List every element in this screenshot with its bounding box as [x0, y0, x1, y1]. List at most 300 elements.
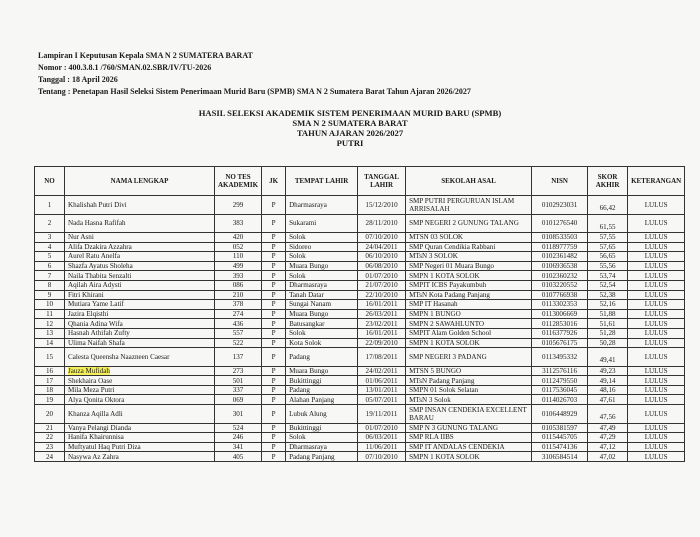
cell-sekolah-asal	[406, 309, 532, 319]
col-no: NO	[35, 167, 65, 196]
cell-no	[35, 366, 65, 376]
cell-no-text: 18	[45, 386, 54, 395]
cell-jk	[262, 366, 286, 376]
col-tanggal-lahir: TANGGAL LAHIR	[358, 167, 406, 196]
cell-nisn	[532, 214, 588, 233]
cell-skor-akhir	[588, 442, 628, 452]
table-row	[35, 395, 685, 405]
table-row	[35, 233, 685, 243]
cell-jk-text: P	[271, 338, 276, 347]
cell-no-tes-text: 501	[232, 376, 244, 385]
tanggal-line: Tanggal : 18 April 2026	[38, 75, 118, 84]
title-line-3: TAHUN AJARAN 2026/2027	[296, 128, 404, 138]
cell-sekolah-asal	[406, 319, 532, 329]
cell-nama	[65, 433, 215, 443]
cell-nama-text: Calesta Queensha Naazneen Caesar	[68, 352, 170, 361]
cell-skor-akhir	[588, 290, 628, 300]
cell-nama-text: Fitri Khirani	[68, 290, 104, 299]
cell-sekolah-asal	[406, 300, 532, 310]
cell-no-tes-text: 383	[232, 219, 244, 228]
cell-nama	[65, 385, 215, 395]
cell-tanggal-lahir-text: 15/12/2010	[365, 200, 398, 209]
cell-tempat-lahir	[286, 319, 358, 329]
cell-jk	[262, 242, 286, 252]
cell-jk	[262, 309, 286, 319]
cell-tanggal-lahir	[358, 280, 406, 290]
table-header-row	[35, 167, 685, 196]
cell-no	[35, 338, 65, 348]
cell-tanggal-lahir-text: 19/11/2011	[365, 409, 398, 418]
cell-nisn-text: 0108533503	[541, 233, 578, 242]
cell-jk	[262, 433, 286, 443]
cell-skor-akhir	[588, 196, 628, 215]
cell-no	[35, 376, 65, 386]
cell-no-tes	[215, 328, 262, 338]
cell-jk-text: P	[271, 329, 276, 338]
table-row	[35, 319, 685, 329]
cell-tempat-lahir-text: Batusangkar	[289, 319, 325, 328]
cell-jk-text: P	[271, 252, 276, 261]
cell-no-tes-text: 246	[232, 433, 244, 442]
cell-no-tes	[215, 290, 262, 300]
cell-keterangan-text: LULUS	[644, 262, 668, 271]
cell-nisn	[532, 366, 588, 376]
cell-no-text: 7	[47, 271, 52, 280]
cell-sekolah-asal	[406, 423, 532, 433]
cell-skor-akhir-text: 61,55	[599, 222, 616, 231]
cell-nisn-text: 0105381597	[541, 423, 578, 432]
cell-nama	[65, 366, 215, 376]
cell-tanggal-lahir	[358, 442, 406, 452]
cell-jk	[262, 376, 286, 386]
cell-tanggal-lahir	[358, 290, 406, 300]
cell-nama-text: Naila Thabita Senzalti	[68, 271, 132, 280]
cell-jk-text: P	[271, 395, 276, 404]
cell-jk	[262, 271, 286, 281]
cell-nama-text: Hanifa Khairunnisa	[68, 433, 124, 442]
cell-nisn	[532, 405, 588, 424]
cell-no-text: 11	[46, 310, 53, 319]
cell-tempat-lahir	[286, 423, 358, 433]
cell-nisn-text: 0115445705	[541, 433, 578, 442]
cell-tempat-lahir-text: Muara Bungo	[289, 310, 329, 319]
cell-tanggal-lahir-text: 11/06/2011	[365, 442, 398, 451]
cell-nisn	[532, 338, 588, 348]
cell-no-tes	[215, 376, 262, 386]
cell-no	[35, 196, 65, 215]
title-line-2: SMA N 2 SUMATERA BARAT	[292, 118, 408, 128]
table-row	[35, 242, 685, 252]
cell-no-tes	[215, 423, 262, 433]
cell-tanggal-lahir	[358, 252, 406, 262]
table-row	[35, 309, 685, 319]
cell-nisn	[532, 452, 588, 462]
cell-keterangan-text: LULUS	[644, 233, 668, 242]
cell-skor-akhir	[588, 214, 628, 233]
cell-nama	[65, 300, 215, 310]
cell-jk-text: P	[271, 281, 276, 290]
cell-skor-akhir-text: 55,56	[599, 262, 616, 271]
cell-tempat-lahir-text: Sungai Nanam	[289, 300, 332, 309]
cell-tempat-lahir	[286, 196, 358, 215]
cell-keterangan	[628, 366, 685, 376]
cell-tanggal-lahir-text: 01/07/2010	[365, 423, 398, 432]
cell-tanggal-lahir	[358, 233, 406, 243]
cell-no	[35, 395, 65, 405]
cell-tempat-lahir-text: Padang	[289, 386, 310, 395]
cell-nisn-text: 0102361482	[541, 252, 578, 261]
cell-no-tes-text: 052	[232, 242, 244, 251]
cell-nisn-text: 0113495332	[541, 352, 578, 361]
cell-jk-text: P	[271, 271, 276, 280]
cell-jk	[262, 252, 286, 262]
cell-sekolah-asal	[406, 233, 532, 243]
cell-nisn-text: 0105676175	[541, 338, 578, 347]
cell-keterangan-text: LULUS	[644, 310, 668, 319]
cell-sekolah-asal	[406, 385, 532, 395]
cell-nisn	[532, 319, 588, 329]
cell-keterangan-text: LULUS	[644, 352, 668, 361]
cell-skor-akhir	[588, 338, 628, 348]
cell-tanggal-lahir-text: 17/08/2011	[365, 352, 398, 361]
cell-no-text: 3	[47, 233, 52, 242]
col-skor-akhir: SKOR AKHIR	[588, 167, 628, 196]
cell-no-tes	[215, 233, 262, 243]
cell-no	[35, 300, 65, 310]
cell-sekolah-asal-text: SMPN 2 SAWAHLUNTO	[409, 319, 485, 328]
table-row	[35, 385, 685, 395]
cell-skor-akhir-text: 47,29	[599, 433, 616, 442]
table-row	[35, 366, 685, 376]
cell-tempat-lahir-text: Muara Bungo	[289, 262, 329, 271]
table-row	[35, 300, 685, 310]
cell-no-tes-text: 378	[232, 300, 244, 309]
cell-keterangan-text: LULUS	[644, 452, 668, 461]
cell-nama-text: Qhania Adina Wifa	[68, 319, 123, 328]
cell-skor-akhir-text: 52,38	[599, 290, 616, 299]
cell-tempat-lahir	[286, 376, 358, 386]
cell-no-text: 15	[45, 352, 54, 361]
table-row	[35, 348, 685, 367]
cell-nisn-text: 0112853016	[541, 319, 578, 328]
cell-no-tes	[215, 385, 262, 395]
cell-tempat-lahir	[286, 252, 358, 262]
results-table	[34, 166, 685, 462]
cell-nama	[65, 423, 215, 433]
cell-nisn	[532, 309, 588, 319]
cell-no-tes	[215, 338, 262, 348]
cell-no-tes	[215, 252, 262, 262]
cell-no	[35, 214, 65, 233]
cell-no	[35, 405, 65, 424]
nomor-line: Nomor : 400.3.8.1 /760/SMAN.02.SBR/IV/TU-2026	[38, 63, 212, 72]
cell-tanggal-lahir-text: 21/07/2010	[365, 281, 398, 290]
cell-tempat-lahir	[286, 309, 358, 319]
table-row	[35, 280, 685, 290]
cell-nisn	[532, 280, 588, 290]
cell-keterangan	[628, 261, 685, 271]
cell-no-text: 12	[45, 319, 54, 328]
cell-no-text: 24	[45, 452, 54, 461]
cell-no	[35, 271, 65, 281]
cell-no-tes-text: 069	[232, 395, 244, 404]
cell-tanggal-lahir-text: 22/10/2010	[365, 290, 398, 299]
cell-no	[35, 261, 65, 271]
cell-skor-akhir-text: 56,65	[599, 252, 616, 261]
col-keterangan: KETERANGAN	[628, 167, 685, 196]
cell-skor-akhir	[588, 261, 628, 271]
cell-skor-akhir-text: 50,28	[599, 338, 616, 347]
cell-tempat-lahir-text: Solok	[289, 252, 306, 261]
cell-tanggal-lahir-text: 23/02/2011	[365, 319, 398, 328]
cell-tempat-lahir	[286, 338, 358, 348]
cell-nama-text: Nur Asni	[68, 233, 94, 242]
cell-sekolah-asal-text: SMP N 3 GUNUNG TALANG	[409, 423, 498, 432]
cell-jk	[262, 290, 286, 300]
cell-tanggal-lahir-text: 06/08/2010	[365, 262, 398, 271]
cell-nisn-text: 0102360232	[541, 271, 578, 280]
cell-keterangan-text: LULUS	[644, 242, 668, 251]
cell-skor-akhir	[588, 233, 628, 243]
cell-nama-text: Shazfa Ayatus Sholeha	[68, 262, 133, 271]
cell-jk-text: P	[271, 386, 276, 395]
cell-nama-text: Nasywa Az Zahra	[68, 452, 119, 461]
decree-header	[38, 50, 471, 98]
cell-skor-akhir-text: 52,16	[599, 300, 616, 309]
cell-tanggal-lahir	[358, 423, 406, 433]
cell-skor-akhir-text: 47,61	[599, 395, 616, 404]
cell-sekolah-asal	[406, 271, 532, 281]
cell-no	[35, 385, 65, 395]
cell-tempat-lahir	[286, 214, 358, 233]
cell-jk-text: P	[271, 310, 276, 319]
cell-tempat-lahir	[286, 433, 358, 443]
cell-no	[35, 233, 65, 243]
cell-nisn-text: 0106936538	[541, 262, 578, 271]
cell-nisn	[532, 385, 588, 395]
cell-skor-akhir-text: 49,41	[599, 356, 616, 365]
cell-sekolah-asal-text: MTsN Kota Padang Panjang	[409, 290, 490, 299]
cell-sekolah-asal-text: SMP PUTRI PERGURUAN ISLAM ARRISALAH	[409, 196, 515, 213]
cell-keterangan	[628, 385, 685, 395]
cell-jk-text: P	[271, 452, 276, 461]
cell-nisn	[532, 196, 588, 215]
cell-no-text: 1	[47, 200, 52, 209]
cell-tempat-lahir-text: Sidoreo	[289, 242, 312, 251]
cell-nisn-text: 0112479550	[541, 376, 578, 385]
cell-nisn-text: 0107766938	[541, 290, 578, 299]
col-nisn: NISN	[532, 167, 588, 196]
cell-nama-text: Aurel Ratu Anelfa	[68, 252, 121, 261]
cell-sekolah-asal-text: SMPN 01 Solok Selatan	[409, 386, 479, 395]
cell-nama-text: Shekhaira Oase	[68, 376, 113, 385]
cell-no-tes-text: 137	[232, 352, 244, 361]
cell-nama	[65, 280, 215, 290]
cell-tempat-lahir	[286, 405, 358, 424]
table-row	[35, 423, 685, 433]
cell-jk-text: P	[271, 366, 276, 375]
cell-jk	[262, 405, 286, 424]
cell-nisn-text: 3106584514	[541, 452, 578, 461]
cell-no-text: 2	[47, 219, 52, 228]
cell-nama-text: Jazira Elqisthi	[68, 310, 109, 319]
cell-sekolah-asal-text: SMPN 1 KOTA SOLOK	[409, 338, 480, 347]
cell-sekolah-asal-text: MTSN 03 SOLOK	[409, 233, 464, 242]
cell-no-tes-text: 557	[232, 329, 244, 338]
cell-tanggal-lahir	[358, 385, 406, 395]
cell-skor-akhir	[588, 395, 628, 405]
cell-tempat-lahir-text: Padang Panjang	[289, 452, 335, 461]
cell-no-tes-text: 393	[232, 271, 244, 280]
cell-skor-akhir-text: 49,23	[599, 366, 616, 375]
cell-keterangan	[628, 271, 685, 281]
cell-tempat-lahir-text: Padang	[289, 352, 310, 361]
cell-skor-akhir-text: 47,12	[599, 442, 616, 451]
cell-no-text: 21	[45, 423, 54, 432]
cell-nisn-text: 0114026703	[541, 395, 578, 404]
cell-no-tes	[215, 405, 262, 424]
cell-nama-text: Khalishah Putri Divi	[68, 200, 127, 209]
cell-jk-text: P	[271, 242, 276, 251]
col-sekolah-asal: SEKOLAH ASAL	[406, 167, 532, 196]
cell-keterangan	[628, 405, 685, 424]
cell-skor-akhir-text: 47,56	[599, 413, 616, 422]
cell-sekolah-asal	[406, 280, 532, 290]
cell-tanggal-lahir-text: 28/11/2010	[365, 219, 398, 228]
cell-tanggal-lahir-text: 16/01/2011	[365, 329, 398, 338]
cell-no-tes-text: 110	[232, 252, 244, 261]
cell-tanggal-lahir	[358, 300, 406, 310]
cell-tempat-lahir	[286, 271, 358, 281]
cell-skor-akhir	[588, 405, 628, 424]
cell-no-text: 6	[47, 262, 52, 271]
table-row	[35, 252, 685, 262]
cell-no-text: 17	[45, 376, 54, 385]
cell-tanggal-lahir-text: 24/02/2011	[365, 366, 398, 375]
cell-tempat-lahir-text: Solok	[289, 271, 306, 280]
cell-nisn	[532, 261, 588, 271]
cell-jk-text: P	[271, 433, 276, 442]
cell-skor-akhir	[588, 300, 628, 310]
cell-skor-akhir	[588, 385, 628, 395]
cell-no-tes	[215, 242, 262, 252]
cell-no-text: 8	[47, 281, 52, 290]
cell-nisn-text: 0106448929	[541, 409, 578, 418]
cell-nama-text: Khanza Aqilla Adli	[68, 409, 123, 418]
cell-nisn-text: 0117536045	[541, 386, 578, 395]
cell-no-tes	[215, 271, 262, 281]
cell-jk-text: P	[271, 423, 276, 432]
cell-tanggal-lahir	[358, 261, 406, 271]
cell-no	[35, 290, 65, 300]
cell-nama-text: Mila Meza Putri	[68, 386, 115, 395]
cell-nisn-text: 3112576116	[542, 366, 578, 375]
cell-tempat-lahir-text: Sukarami	[289, 219, 317, 228]
cell-no-tes-text: 436	[232, 319, 244, 328]
cell-tempat-lahir-text: Solok	[289, 433, 306, 442]
cell-skor-akhir	[588, 319, 628, 329]
cell-nama-text: Alifa Dzakira Azzahra	[68, 242, 132, 251]
cell-tanggal-lahir-text: 26/03/2011	[365, 310, 398, 319]
cell-no-tes	[215, 309, 262, 319]
table-row	[35, 290, 685, 300]
cell-skor-akhir-text: 51,28	[599, 329, 616, 338]
cell-no-text: 14	[45, 338, 54, 347]
cell-sekolah-asal	[406, 290, 532, 300]
title-line-4: PUTRI	[336, 138, 364, 148]
cell-skor-akhir	[588, 309, 628, 319]
cell-tanggal-lahir	[358, 309, 406, 319]
cell-no-tes-text: 420	[232, 233, 244, 242]
cell-no-text: 5	[47, 252, 52, 261]
col-nama: NAMA LENGKAP	[65, 167, 215, 196]
cell-keterangan-text: LULUS	[644, 386, 668, 395]
cell-sekolah-asal	[406, 405, 532, 424]
cell-keterangan	[628, 214, 685, 233]
cell-jk	[262, 214, 286, 233]
cell-jk-text: P	[271, 352, 276, 361]
table-row	[35, 328, 685, 338]
cell-no	[35, 252, 65, 262]
cell-no-tes	[215, 214, 262, 233]
cell-tempat-lahir	[286, 290, 358, 300]
cell-keterangan	[628, 252, 685, 262]
cell-no-text: 9	[47, 290, 52, 299]
cell-keterangan-text: LULUS	[644, 300, 668, 309]
cell-tanggal-lahir-text: 16/01/2011	[365, 300, 398, 309]
cell-nisn	[532, 252, 588, 262]
cell-sekolah-asal-text: MTsN 3 Solok	[409, 395, 451, 404]
table-row	[35, 452, 685, 462]
lampiran-line: Lampiran I Keputusan Kepala SMA N 2 SUMATERA BARAT	[38, 51, 253, 60]
cell-jk	[262, 338, 286, 348]
cell-tanggal-lahir	[358, 376, 406, 386]
table-row	[35, 405, 685, 424]
cell-nisn	[532, 328, 588, 338]
cell-skor-akhir-text: 66,42	[599, 204, 616, 213]
cell-no	[35, 442, 65, 452]
cell-skor-akhir	[588, 242, 628, 252]
cell-tanggal-lahir-text: 06/03/2011	[365, 433, 398, 442]
cell-nama-text: Nada Hasna Rafifah	[68, 219, 126, 228]
cell-no-tes-text: 524	[232, 423, 244, 432]
cell-keterangan	[628, 328, 685, 338]
cell-tanggal-lahir	[358, 196, 406, 215]
cell-no-tes	[215, 452, 262, 462]
cell-jk	[262, 328, 286, 338]
cell-nama-text: Vanya Pelangi Dianda	[68, 423, 132, 432]
cell-keterangan	[628, 280, 685, 290]
cell-tempat-lahir	[286, 300, 358, 310]
cell-sekolah-asal-text: SMP NEGERI 2 GUNUNG TALANG	[409, 219, 519, 228]
cell-sekolah-asal-text: SMPN 1 KOTA SOLOK	[409, 271, 480, 280]
cell-skor-akhir	[588, 433, 628, 443]
document-title	[0, 108, 700, 148]
cell-tanggal-lahir-text: 07/10/2010	[365, 452, 398, 461]
cell-nisn-text: 0103220552	[541, 281, 578, 290]
cell-skor-akhir	[588, 328, 628, 338]
cell-tanggal-lahir	[358, 328, 406, 338]
cell-nisn	[532, 433, 588, 443]
cell-no-tes	[215, 280, 262, 290]
cell-nama	[65, 242, 215, 252]
cell-skor-akhir-text: 47,02	[599, 452, 616, 461]
cell-tempat-lahir-text: Solok	[289, 233, 306, 242]
cell-tempat-lahir-text: Alahan Panjang	[289, 395, 335, 404]
cell-no-text: 10	[45, 300, 54, 309]
cell-no	[35, 280, 65, 290]
cell-nama	[65, 395, 215, 405]
